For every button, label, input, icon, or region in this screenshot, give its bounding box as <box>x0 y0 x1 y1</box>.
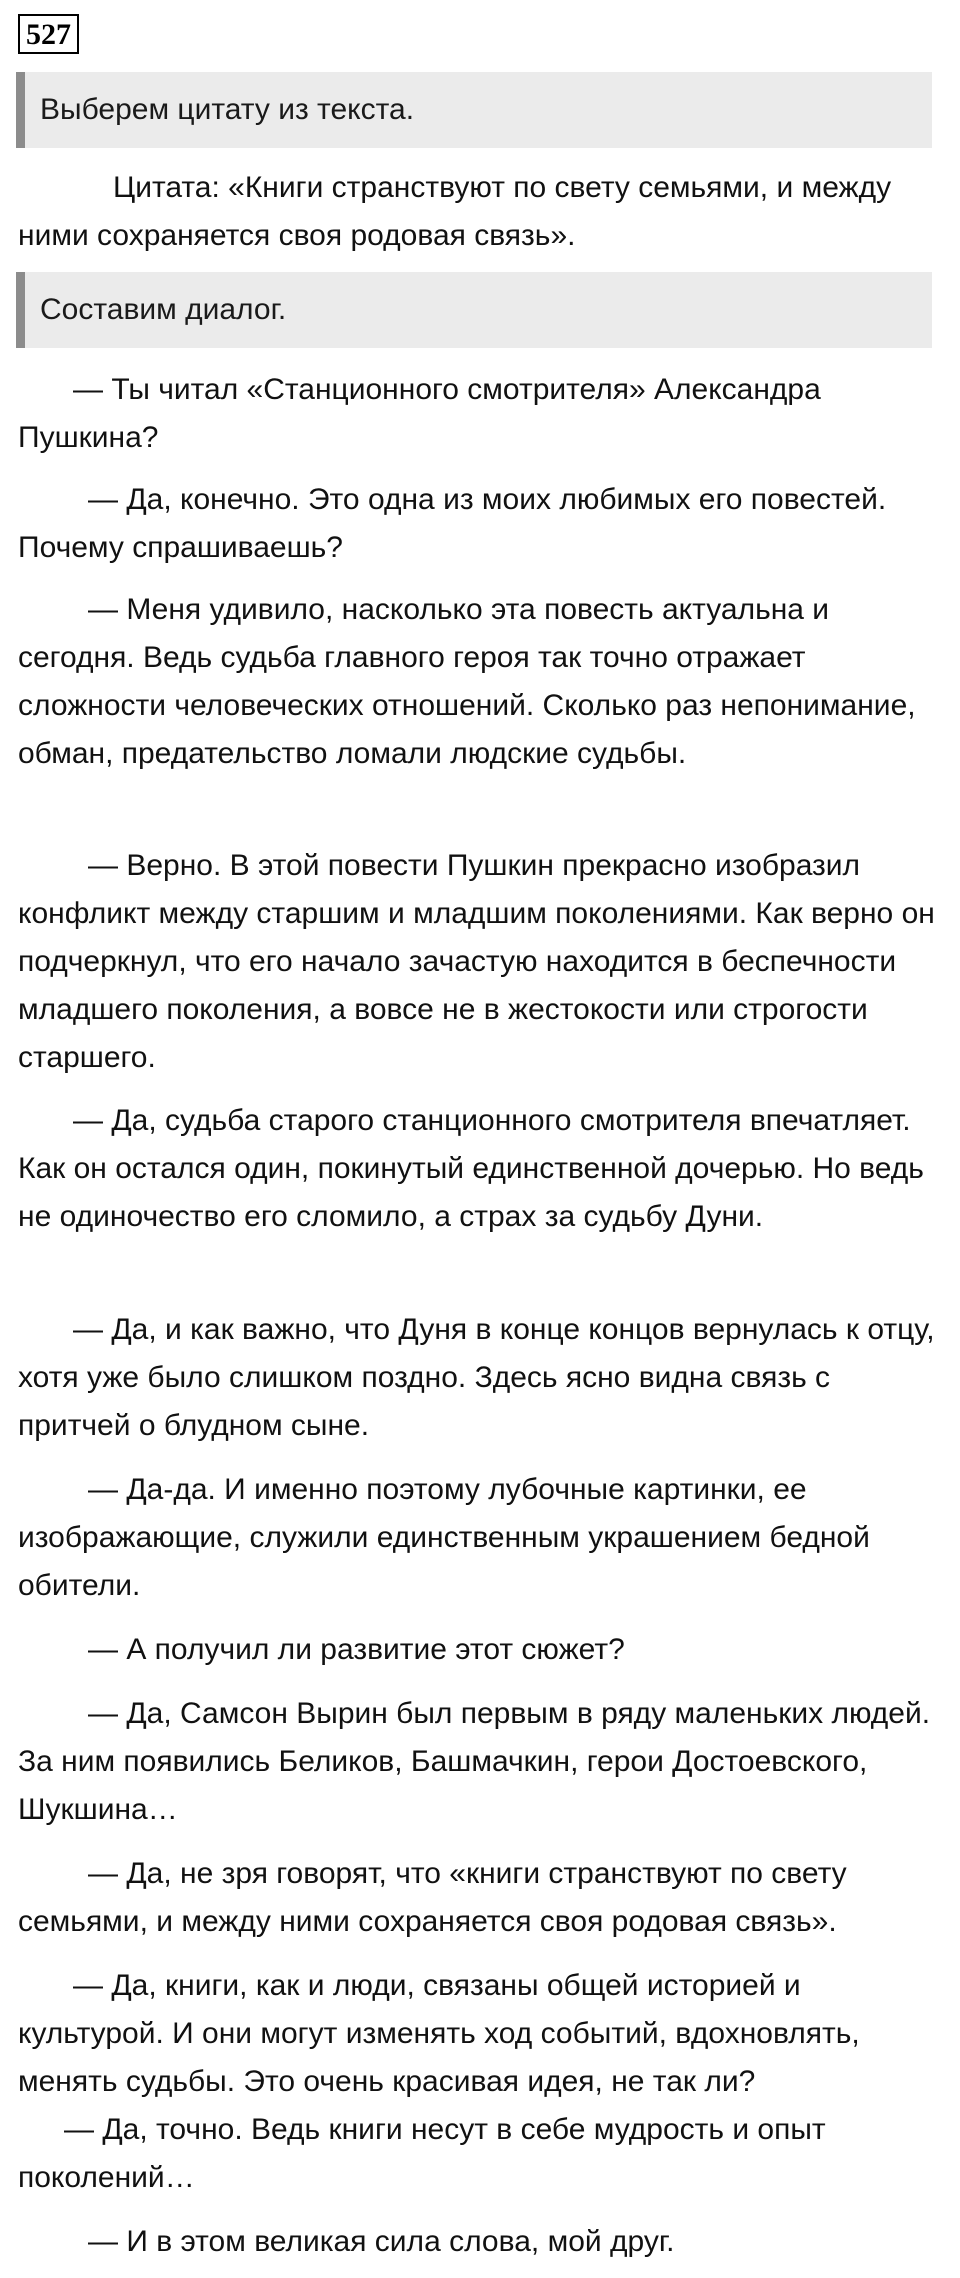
dialog-line: — А получил ли развитие этот сюжет? <box>88 1633 625 1666</box>
dialog-line: — Да, судьба старого станционного смотрителя впечатляет. Как он остался один, покинутый единственной дочерью. Но ведь не одиночество его сломило, а страх за судьбу Дуни. <box>18 1104 924 1233</box>
dialog-line: — Да-да. И именно поэтому лубочные картинки, ее изображающие, служили единственным украшением бедной обители. <box>18 1473 870 1602</box>
dialog-line: — Да, и как важно, что Дуня в конце концов вернулась к отцу, хотя уже было слишком поздно. Здесь ясно видна связь с притчей о блудном сыне. <box>18 1313 935 1442</box>
dialog-line: — Да, книги, как и люди, связаны общей историей и культурой. И они могут изменять ход событий, вдохновлять, менять судьбы. Это очень красивая идея, не так ли? <box>18 1969 860 2098</box>
dialog-line: — Да, не зря говорят, что «книги странствуют по свету семьями, и между ними сохраняется своя родовая связь». <box>18 1857 847 1938</box>
quote-paragraph: Цитата: «Книги странствуют по свету семьями, и между ними сохраняется своя родовая связь». <box>18 171 892 252</box>
quote-section-header: Выберем цитату из текста. <box>16 72 932 148</box>
dialog-line: — Да, конечно. Это одна из моих любимых его повестей. Почему спрашиваешь? <box>18 483 887 564</box>
dialog-section-header: Составим диалог. <box>16 272 932 348</box>
dialog-line: — Да, Самсон Вырин был первым в ряду маленьких людей. За ним появились Беликов, Башмачкин, герои Достоевского, Шукшина… <box>18 1697 931 1826</box>
dialog-line: — Да, точно. Ведь книги несут в себе мудрость и опыт поколений… <box>18 2113 826 2194</box>
task-number: 527 <box>18 14 79 54</box>
dialog-line: — И в этом великая сила слова, мой друг. <box>88 2225 675 2258</box>
dialog-line: — Верно. В этой повести Пушкин прекрасно изобразил конфликт между старшим и младшим поколениями. Как верно он подчеркнул, что его начало зачастую находится в беспечности младшего поколения, а вовсе не в жестокости или строгости старшего. <box>18 849 935 1074</box>
dialog-line: — Меня удивило, насколько эта повесть актуальна и сегодня. Ведь судьба главного героя так точно отражает сложности человеческих отношений. Сколько раз непонимание, обман, предательство ломали людские судьбы. <box>18 593 916 770</box>
dialog-line: — Ты читал «Станционного смотрителя» Александра Пушкина? <box>18 373 821 454</box>
